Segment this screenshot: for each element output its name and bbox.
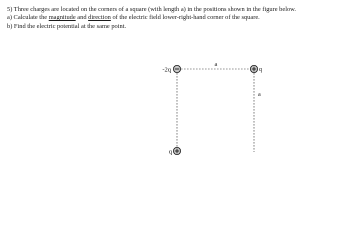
positive-charge-top-right-icon bbox=[250, 65, 257, 72]
part-a-prefix: a) Calculate the bbox=[7, 14, 49, 22]
side-label-right: a bbox=[258, 91, 261, 98]
problem-part-b: b) Find the electric potential at the same point. bbox=[7, 22, 127, 30]
part-a-suffix: of the electric field lower-right-hand corner of the square. bbox=[110, 14, 260, 22]
part-a-direction: direction bbox=[88, 14, 111, 22]
charge-top-left-label: -2q bbox=[162, 66, 171, 74]
negative-charge-icon bbox=[173, 65, 180, 72]
part-a-magnitude: magnitude bbox=[48, 14, 76, 22]
positive-charge-bottom-left-icon bbox=[173, 147, 180, 154]
charge-bottom-left-label: q bbox=[168, 148, 172, 156]
part-a-and: and bbox=[75, 14, 89, 22]
charge-top-right-label: q bbox=[259, 66, 263, 73]
side-label-top: a bbox=[214, 61, 218, 68]
problem-intro: 5) Three charges are located on the corners of a square (with length a) in the positions shown in the figure below. bbox=[7, 6, 296, 13]
